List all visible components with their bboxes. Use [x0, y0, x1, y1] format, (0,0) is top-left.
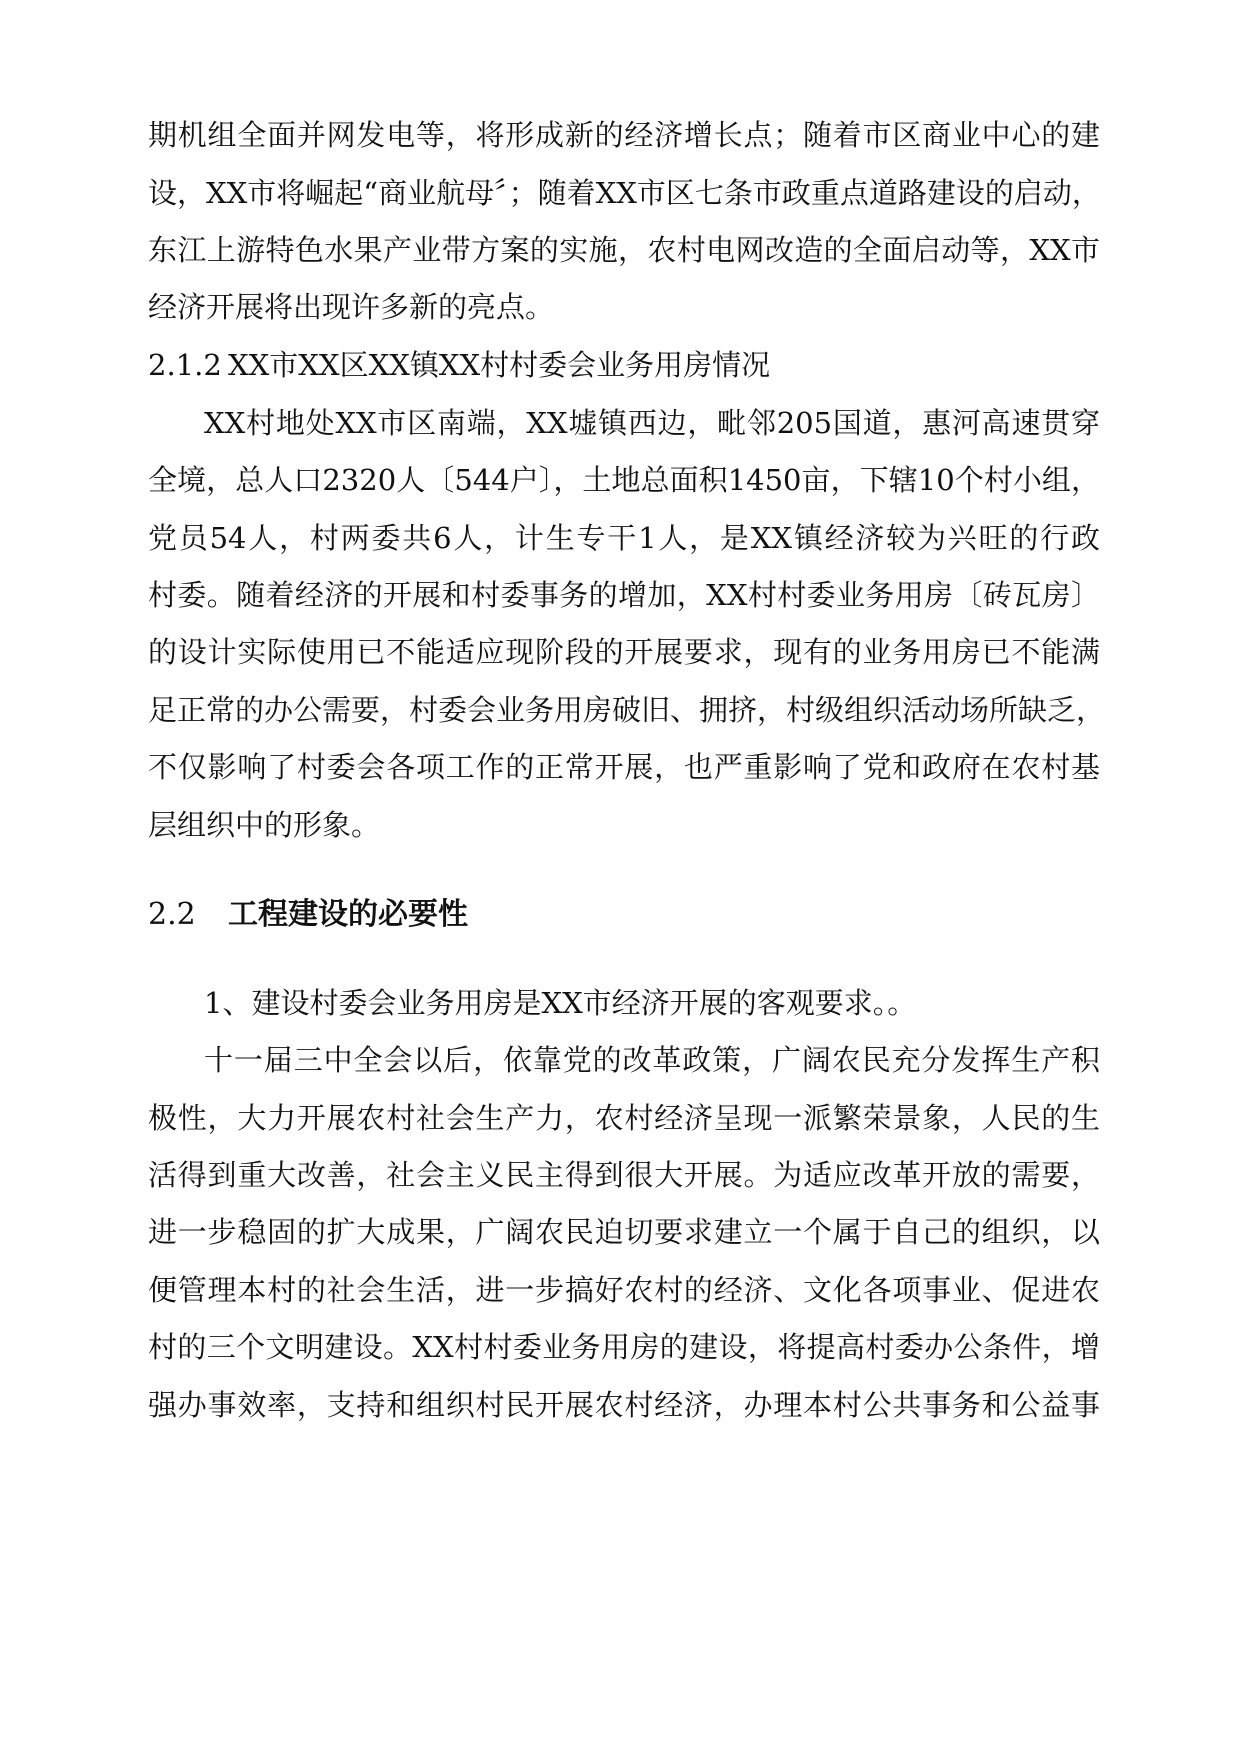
paragraph-line: 村的三个文明建设。XX村村委业务用房的建设，将提高村委办公条件，增	[148, 1330, 1100, 1364]
subsection-title: XX市XX区XX镇XX村村委会业务用房情况	[228, 348, 771, 382]
paragraph-line: 极性，大力开展农村社会生产力，农村经济呈现一派繁荣景象，人民的生	[148, 1101, 1100, 1135]
list-item: 1、建设村委会业务用房是XX市经济开展的客观要求。。	[204, 986, 917, 1020]
paragraph-line: 村委。随着经济的开展和村委事务的增加，XX村村委业务用房〔砖瓦房〕	[148, 578, 1100, 612]
paragraph-line: 便管理本村的社会生活，进一步搞好农村的经济、文化各项事业、促进农	[148, 1273, 1100, 1307]
paragraph-line: 足正常的办公需要，村委会业务用房破旧、拥挤，村级组织活动场所缺乏，	[148, 693, 1106, 727]
subsection-heading	[148, 347, 770, 383]
paragraph-line: 十一届三中全会以后，依靠党的改革政策，广阔农民充分发挥生产积	[204, 1043, 1100, 1077]
paragraph-line: 东江上游特色水果产业带方案的实施，农村电网改造的全面启动等，XX市	[148, 233, 1100, 267]
section-title: 工程建设的必要性	[228, 897, 468, 932]
paragraph-line: 经济开展将出现许多新的亮点。	[148, 290, 555, 324]
paragraph-line: 进一步稳固的扩大成果，广阔农民迫切要求建立一个属于自己的组织，以	[148, 1215, 1100, 1249]
section-number: 2.2	[148, 897, 196, 932]
paragraph-line: 的设计实际使用已不能适应现阶段的开展要求，现有的业务用房已不能满	[148, 635, 1100, 669]
paragraph-line: 全境，总人口2320人〔544户〕，土地总面积1450亩，下辖10个村小组，	[148, 463, 1100, 497]
paragraph-line: 不仅影响了村委会各项工作的正常开展，也严重影响了党和政府在农村基	[148, 750, 1100, 784]
paragraph-line: 活得到重大改善，社会主义民主得到很大开展。为适应改革开放的需要，	[148, 1158, 1100, 1192]
paragraph-line: 期机组全面并网发电等，将形成新的经济增长点；随着市区商业中心的建	[148, 118, 1100, 152]
paragraph-line: 强办事效率，支持和组织村民开展农村经济，办理本村公共事务和公益事	[148, 1388, 1100, 1422]
paragraph-line: 党员54人，村两委共6人，计生专干1人，是XX镇经济较为兴旺的行政	[148, 521, 1100, 555]
paragraph-line: XX村地处XX市区南端，XX墟镇西边，毗邻205国道，惠河高速贯穿	[204, 406, 1100, 440]
paragraph-line: 层组织中的形象。	[148, 808, 381, 842]
paragraph-line: 设，XX市将崛起“商业航母〞；随着XX市区七条市政重点道路建设的启动，	[148, 176, 1101, 210]
subsection-number: 2.1.2	[148, 348, 222, 382]
section-heading	[148, 896, 468, 934]
